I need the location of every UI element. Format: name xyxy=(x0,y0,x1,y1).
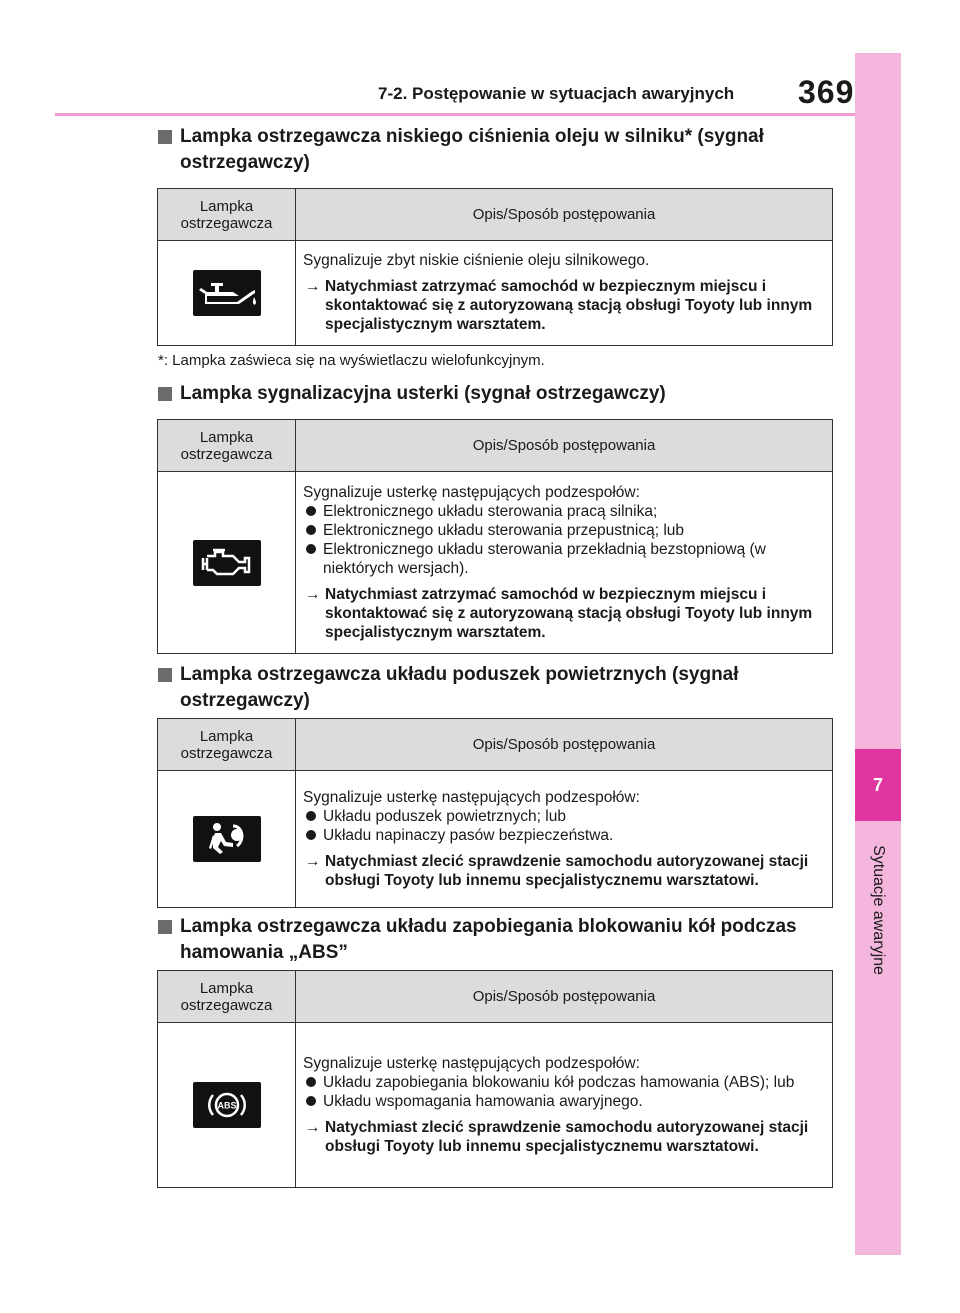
warning-table-airbag xyxy=(157,718,833,908)
table-header-description: Opis/Sposób postępowania xyxy=(296,971,833,1023)
bullet-icon xyxy=(306,544,316,554)
arrow-right-icon: → xyxy=(305,1118,321,1136)
section-heading-malfunction: Lampka sygnalizacyjna usterki (sygnał ostrzegawczy) xyxy=(158,381,838,407)
table-header-lamp: Lampka ostrzegawcza xyxy=(158,189,296,241)
bullet-icon xyxy=(306,1096,316,1106)
table-header-description: Opis/Sposób postępowania xyxy=(296,420,833,472)
action-instruction: → Natychmiast zlecić sprawdzenie samochodu autoryzowanej stacji obsługi Toyoty lub innemu specjalistycznemu warsztatowi. xyxy=(305,852,809,889)
section-heading-airbag: Lampka ostrzegawcza układu poduszek powietrznych (sygnał ostrzegawczy) xyxy=(158,662,838,714)
description-intro: Sygnalizuje usterkę następujących podzespołów: xyxy=(303,788,640,806)
oil-pressure-icon xyxy=(193,270,261,316)
bullet-icon xyxy=(306,811,316,821)
list-item: Układu napinaczy pasów bezpieczeństwa. xyxy=(303,826,824,845)
chapter-tab-number: 7 xyxy=(855,749,901,821)
action-instruction: → Natychmiast zatrzymać samochód w bezpiecznym miejscu i skontaktować się z autoryzowaną stacją obsługi Toyoty lub innym specjalistycznym warsztatem. xyxy=(305,585,813,641)
warning-table-oil-pressure xyxy=(157,188,833,346)
list-item: Elektronicznego układu sterowania przekładnią bezstopniową (w niektórych wersjach). xyxy=(303,540,824,578)
chapter-title: 7-2. Postępowanie w sytuacjach awaryjnych xyxy=(378,84,735,103)
page-number: 369 xyxy=(798,74,855,110)
action-instruction: → Natychmiast zatrzymać samochód w bezpiecznym miejscu i skontaktować się z autoryzowaną stacją obsługi Toyoty lub innym specjalistycznym warsztatem. xyxy=(305,278,813,333)
description-intro: Sygnalizuje usterkę następujących podzespołów: xyxy=(303,1054,640,1072)
bullet-icon xyxy=(306,1077,316,1087)
table-header-lamp: Lampka ostrzegawcza xyxy=(158,719,296,771)
footnote: *: Lampka zaświeca się na wyświetlaczu wielofunkcyjnym. xyxy=(158,352,545,369)
chapter-side-tab xyxy=(855,53,901,1255)
warning-table-malfunction xyxy=(157,419,833,654)
arrow-right-icon: → xyxy=(305,852,321,870)
section-heading-oil-pressure: Lampka ostrzegawcza niskiego ciśnienia oleju w silniku* (sygnał ostrzegawczy) xyxy=(158,124,838,176)
heading-square-icon xyxy=(158,387,172,401)
chapter-tab-label: Sytuacje awaryjne xyxy=(870,845,887,975)
table-header-lamp: Lampka ostrzegawcza xyxy=(158,971,296,1023)
table-header-lamp: Lampka ostrzegawcza xyxy=(158,420,296,472)
heading-square-icon xyxy=(158,668,172,682)
bullet-icon xyxy=(306,506,316,516)
table-header-description: Opis/Sposób postępowania xyxy=(296,189,833,241)
description-intro: Sygnalizuje zbyt niskie ciśnienie oleju silnikowego. xyxy=(303,252,650,269)
header-divider xyxy=(55,113,855,116)
heading-square-icon xyxy=(158,920,172,934)
list-item: Elektronicznego układu sterowania pracą silnika; xyxy=(303,502,824,521)
list-item: Układu zapobiegania blokowaniu kół podczas hamowania (ABS); lub xyxy=(303,1073,824,1092)
abs-icon-label: ABS xyxy=(216,1100,237,1111)
arrow-right-icon: → xyxy=(305,278,321,295)
check-engine-icon xyxy=(193,540,261,586)
list-item: Układu wspomagania hamowania awaryjnego. xyxy=(303,1092,824,1111)
list-item: Układu poduszek powietrznych; lub xyxy=(303,807,824,826)
airbag-icon xyxy=(193,816,261,862)
arrow-right-icon: → xyxy=(305,585,321,603)
bullet-icon xyxy=(306,525,316,535)
section-heading-abs: Lampka ostrzegawcza układu zapobiegania blokowaniu kół podczas hamowania „ABS” xyxy=(158,914,838,966)
abs-icon xyxy=(193,1082,261,1128)
table-header-description: Opis/Sposób postępowania xyxy=(296,719,833,771)
bullet-icon xyxy=(306,830,316,840)
list-item: Elektronicznego układu sterowania przepustnicą; lub xyxy=(303,521,824,540)
heading-square-icon xyxy=(158,130,172,144)
description-intro: Sygnalizuje usterkę następujących podzespołów: xyxy=(303,483,640,501)
action-instruction: → Natychmiast zlecić sprawdzenie samochodu autoryzowanej stacji obsługi Toyoty lub innemu specjalistycznemu warsztatowi. xyxy=(305,1118,809,1155)
warning-table-abs xyxy=(157,970,833,1188)
